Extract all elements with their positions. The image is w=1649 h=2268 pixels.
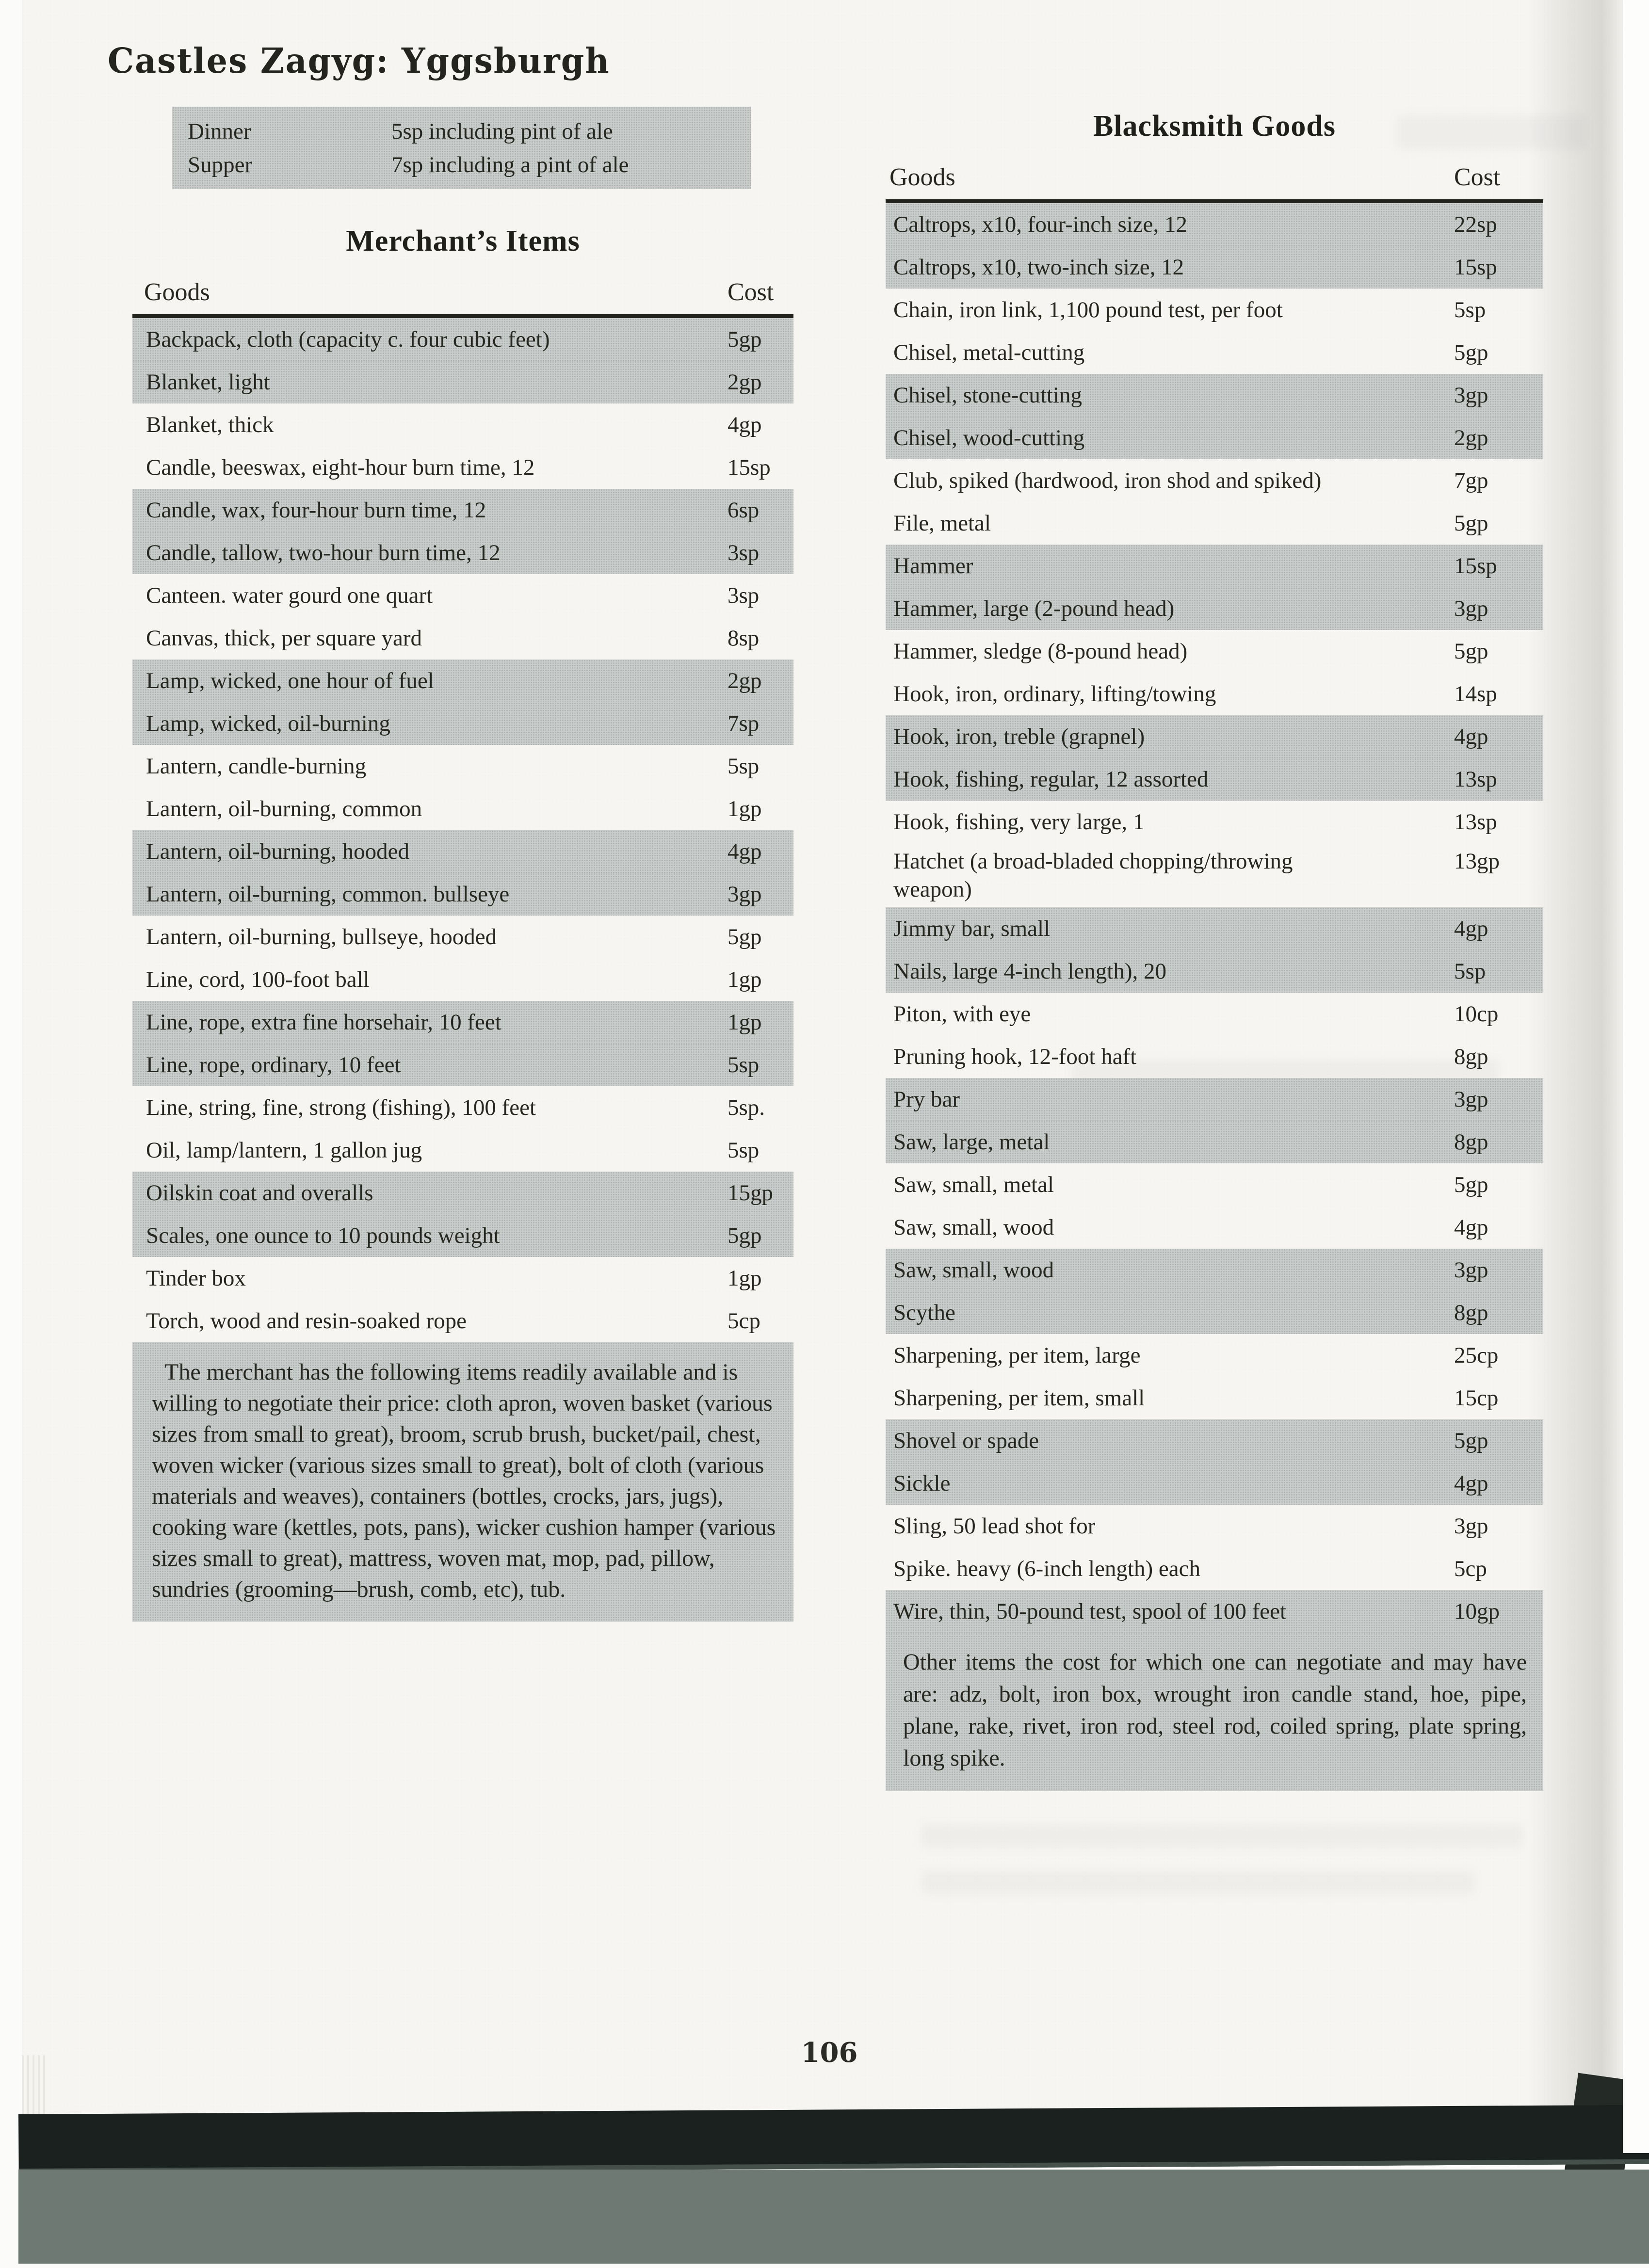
table-row — [886, 630, 1543, 673]
scan-dark-band — [18, 2105, 1649, 2173]
table-row — [132, 1257, 793, 1300]
merchant-items-section — [132, 224, 793, 1622]
cost-cell: 5sp — [1454, 297, 1486, 322]
goods-cell: Oilskin coat and overalls — [146, 1180, 373, 1206]
goods-cell: Caltrops, x10, four-inch size, 12 — [893, 212, 1188, 237]
cost-cell: 15cp — [1454, 1385, 1499, 1411]
cost-cell: 25cp — [1454, 1343, 1499, 1368]
cost-cell: 5gp — [1454, 511, 1488, 536]
table-row — [132, 916, 793, 958]
cost-cell: 3gp — [1454, 383, 1488, 408]
cost-cell: 5gp — [1454, 1428, 1488, 1453]
table-row — [886, 1078, 1543, 1121]
table-row — [886, 1590, 1543, 1633]
goods-cell: Hook, iron, ordinary, lifting/towing — [893, 681, 1216, 707]
table-row — [886, 907, 1543, 950]
cost-cell: 3gp — [728, 882, 762, 907]
cost-cell: 4gp — [1454, 916, 1488, 941]
meals-rows — [172, 114, 751, 181]
table-row — [886, 1035, 1543, 1078]
table-row — [886, 1462, 1543, 1505]
meal-cost: 5sp including pint of ale — [391, 118, 613, 144]
cost-cell: 3gp — [1454, 1257, 1488, 1283]
table-row — [132, 659, 793, 702]
table-row — [132, 873, 793, 916]
table-row — [132, 446, 793, 489]
goods-cell: Saw, large, metal — [893, 1129, 1050, 1155]
goods-cell: Hook, fishing, very large, 1 — [893, 809, 1145, 835]
cost-cell: 10gp — [1454, 1599, 1500, 1624]
blacksmith-note: Other items the cost for which one can negotiate and may have are: adz, bolt, iron box, wrought iron candle stand, hoe, pipe, plane, rake, rivet, iron rod, steel rod, coiled spring, plate spring, long spike. — [886, 1633, 1543, 1791]
scan-edge-margin — [1623, 0, 1649, 2153]
cost-cell: 3sp — [728, 583, 760, 608]
cost-cell: 15sp — [1454, 255, 1497, 280]
section-title-blacksmith: Blacksmith Goods — [1093, 110, 1336, 143]
cost-cell: 3gp — [1454, 1513, 1488, 1539]
blacksmith-goods-section — [886, 109, 1543, 1791]
table-row — [132, 574, 793, 617]
goods-cell: File, metal — [893, 511, 991, 536]
merchant-table-header — [132, 278, 793, 318]
cost-cell: 5cp — [728, 1308, 760, 1334]
goods-cell: Oil, lamp/lantern, 1 gallon jug — [146, 1138, 422, 1163]
section-title-merchant: Merchant’s Items — [346, 225, 580, 257]
goods-cell: Tinder box — [146, 1266, 246, 1291]
goods-cell: Chisel, wood-cutting — [893, 425, 1085, 450]
cost-cell: 5sp — [728, 1052, 760, 1078]
goods-cell: Sharpening, per item, small — [893, 1385, 1145, 1411]
goods-cell: Canvas, thick, per square yard — [146, 626, 422, 651]
goods-cell: Torch, wood and resin-soaked rope — [146, 1308, 467, 1334]
goods-cell: Saw, small, wood — [893, 1215, 1054, 1240]
meal-cost: 7sp including a pint of ale — [391, 152, 629, 177]
goods-cell: Saw, small, wood — [893, 1257, 1054, 1283]
table-row — [886, 1505, 1543, 1547]
merchant-table-rows — [132, 318, 793, 1342]
goods-cell: Jimmy bar, small — [893, 916, 1051, 941]
table-row — [132, 318, 793, 361]
cost-cell: 15sp — [1454, 553, 1497, 579]
table-row — [132, 1001, 793, 1044]
table-row — [132, 531, 793, 574]
cost-cell: 2gp — [1454, 425, 1488, 450]
goods-cell: Canteen. water gourd one quart — [146, 583, 433, 608]
goods-cell: Chisel, metal-cutting — [893, 340, 1085, 365]
goods-cell: Hook, fishing, regular, 12 assorted — [893, 767, 1209, 792]
table-row — [886, 289, 1543, 331]
goods-cell: Sling, 50 lead shot for — [893, 1513, 1096, 1539]
cost-cell: 5gp — [1454, 1172, 1488, 1197]
cost-cell: 3gp — [1454, 596, 1488, 621]
cost-cell: 5gp — [1454, 340, 1488, 365]
table-row — [886, 1121, 1543, 1163]
table-row — [132, 1300, 793, 1342]
goods-cell: Lantern, oil-burning, hooded — [146, 839, 409, 864]
table-row — [132, 958, 793, 1001]
cost-cell: 8gp — [1454, 1300, 1488, 1325]
table-row — [886, 246, 1543, 289]
goods-cell: Pry bar — [893, 1087, 960, 1112]
meal-name: Supper — [188, 152, 253, 177]
goods-cell: Saw, small, metal — [893, 1172, 1054, 1197]
table-row — [132, 489, 793, 531]
column-header-cost: Cost — [1454, 163, 1501, 191]
bleed-through-ghost — [922, 1871, 1474, 1894]
goods-cell: Pruning hook, 12-foot haft — [893, 1044, 1137, 1069]
table-row — [886, 950, 1543, 993]
cost-cell: 5sp — [1454, 959, 1486, 984]
table-row — [132, 1086, 793, 1129]
goods-cell: Scales, one ounce to 10 pounds weight — [146, 1223, 500, 1248]
book-title: Castles Zagyg: Yggsburgh — [108, 41, 610, 81]
goods-cell: Sickle — [893, 1471, 951, 1496]
cost-cell: 7gp — [1454, 468, 1488, 493]
goods-cell: Wire, thin, 50-pound test, spool of 100 feet — [893, 1599, 1287, 1624]
cost-cell: 4gp — [1454, 724, 1488, 749]
goods-cell: Chain, iron link, 1,100 pound test, per foot — [893, 297, 1283, 322]
table-row — [886, 545, 1543, 587]
goods-cell: Club, spiked (hardwood, iron shod and spiked) — [893, 468, 1322, 493]
table-row — [132, 745, 793, 788]
table-row — [132, 702, 793, 745]
goods-cell: Shovel or spade — [893, 1428, 1039, 1453]
goods-cell: Lantern, oil-burning, common. bullseye — [146, 882, 510, 907]
column-header-goods: Goods — [144, 278, 210, 306]
cost-cell: 10cp — [1454, 1001, 1499, 1027]
cost-cell: 7sp — [728, 711, 760, 736]
table-row — [886, 673, 1543, 715]
table-row — [132, 830, 793, 873]
goods-cell: Candle, tallow, two-hour burn time, 12 — [146, 540, 501, 565]
column-header-cost: Cost — [728, 278, 774, 306]
cost-cell: 1gp — [728, 967, 762, 992]
cost-cell: 5cp — [1454, 1556, 1487, 1581]
table-row — [886, 758, 1543, 801]
cost-cell: 15gp — [728, 1180, 773, 1206]
blacksmith-table-header — [886, 163, 1543, 203]
table-row — [886, 715, 1543, 758]
cost-cell: 1gp — [728, 1010, 762, 1035]
table-row — [886, 1206, 1543, 1249]
table-row — [886, 1377, 1543, 1419]
goods-cell: Hatchet (a broad-bladed chopping/throwing weapon) — [893, 849, 1293, 902]
cost-cell: 4gp — [728, 412, 762, 437]
cost-cell: 13sp — [1454, 809, 1497, 835]
table-row — [886, 459, 1543, 502]
goods-cell: Lamp, wicked, oil-burning — [146, 711, 390, 736]
cost-cell: 13sp — [1454, 767, 1497, 792]
table-row — [886, 374, 1543, 417]
goods-cell: Sharpening, per item, large — [893, 1343, 1141, 1368]
table-row — [132, 1172, 793, 1214]
table-row — [886, 1547, 1543, 1590]
goods-cell: Backpack, cloth (capacity c. four cubic feet) — [146, 327, 550, 352]
column-header-goods: Goods — [889, 163, 955, 191]
table-row — [886, 1419, 1543, 1462]
cost-cell: 4gp — [1454, 1215, 1488, 1240]
blacksmith-table-rows — [886, 203, 1543, 1633]
goods-cell: Candle, wax, four-hour burn time, 12 — [146, 498, 486, 523]
cost-cell: 5gp — [1454, 639, 1488, 664]
cost-cell: 8gp — [1454, 1129, 1488, 1155]
goods-cell: Lamp, wicked, one hour of fuel — [146, 668, 434, 693]
table-row — [132, 1129, 793, 1172]
cost-cell: 2gp — [728, 370, 762, 395]
table-row — [132, 617, 793, 659]
cost-cell: 5gp — [728, 327, 762, 352]
cost-cell: 22sp — [1454, 212, 1497, 237]
table-row — [886, 203, 1543, 246]
meals-price-table — [172, 107, 751, 189]
table-row — [886, 1249, 1543, 1291]
table-row — [886, 331, 1543, 374]
table-row — [886, 417, 1543, 459]
cost-cell: 8gp — [1454, 1044, 1488, 1069]
page-number: 106 — [801, 2037, 858, 2069]
cost-cell: 13gp — [1454, 849, 1500, 874]
cost-cell: 4gp — [1454, 1471, 1488, 1496]
cost-cell: 4gp — [728, 839, 762, 864]
goods-cell: Hammer, large (2-pound head) — [893, 596, 1175, 621]
table-row — [886, 1163, 1543, 1206]
goods-cell: Spike. heavy (6-inch length) each — [893, 1556, 1200, 1581]
meal-name: Dinner — [188, 118, 251, 144]
table-row — [132, 1044, 793, 1086]
goods-cell: Candle, beeswax, eight-hour burn time, 12 — [146, 455, 535, 480]
goods-cell: Lantern, candle-burning — [146, 754, 367, 779]
cost-cell: 5sp. — [728, 1095, 765, 1120]
cost-cell: 15sp — [728, 455, 771, 480]
meal-row — [172, 148, 751, 181]
cost-cell: 3sp — [728, 540, 760, 565]
cost-cell: 3gp — [1454, 1087, 1488, 1112]
cost-cell: 6sp — [728, 498, 760, 523]
goods-cell: Hammer, sledge (8-pound head) — [893, 639, 1188, 664]
table-row — [132, 1214, 793, 1257]
cost-cell: 5gp — [728, 924, 762, 949]
goods-cell: Line, cord, 100-foot ball — [146, 967, 370, 992]
merchant-note: The merchant has the following items readily available and is willing to negotiate their price: cloth apron, woven basket (various sizes from small to great), broom, scrub brush, bucket/pail, chest, woven wicker (various sizes small to great), bolt of cloth (various materials and weaves), containers (bottles, crocks, jars, jugs), cooking ware (kettles, pots, pans), wicker cushion hamper (various sizes small to great), mattress, woven mat, mop, pad, pillow, sundries (grooming—brush, comb, etc), tub. — [132, 1342, 793, 1622]
goods-cell: Scythe — [893, 1300, 955, 1325]
goods-cell: Lantern, oil-burning, bullseye, hooded — [146, 924, 497, 949]
table-row — [886, 502, 1543, 545]
cost-cell: 2gp — [728, 668, 762, 693]
cost-cell: 1gp — [728, 1266, 762, 1291]
scanner-background — [18, 2170, 1649, 2264]
goods-cell: Line, rope, ordinary, 10 feet — [146, 1052, 401, 1078]
goods-cell: Hammer — [893, 553, 973, 579]
goods-cell: Lantern, oil-burning, common — [146, 796, 422, 821]
goods-cell: Line, string, fine, strong (fishing), 100 feet — [146, 1095, 536, 1120]
goods-cell: Line, rope, extra fine horsehair, 10 feet — [146, 1010, 501, 1035]
table-row — [886, 801, 1543, 843]
bleed-through-ghost — [922, 1824, 1523, 1848]
goods-cell: Blanket, light — [146, 370, 270, 395]
goods-cell: Chisel, stone-cutting — [893, 383, 1083, 408]
goods-cell: Blanket, thick — [146, 412, 274, 437]
cost-cell: 5sp — [728, 754, 760, 779]
table-row — [886, 843, 1543, 907]
goods-cell: Piton, with eye — [893, 1001, 1031, 1027]
cost-cell: 1gp — [728, 796, 762, 821]
table-row — [886, 587, 1543, 630]
cost-cell: 8sp — [728, 626, 760, 651]
table-row — [132, 788, 793, 830]
cost-cell: 14sp — [1454, 681, 1497, 707]
goods-cell: Caltrops, x10, two-inch size, 12 — [893, 255, 1184, 280]
meal-row — [172, 114, 751, 148]
table-row — [132, 361, 793, 403]
table-row — [886, 1334, 1543, 1377]
table-row — [886, 1291, 1543, 1334]
goods-cell: Hook, iron, treble (grapnel) — [893, 724, 1145, 749]
table-row — [132, 403, 793, 446]
table-row — [886, 993, 1543, 1035]
goods-cell: Nails, large 4-inch length), 20 — [893, 959, 1166, 984]
cost-cell: 5sp — [728, 1138, 760, 1163]
cost-cell: 5gp — [728, 1223, 762, 1248]
